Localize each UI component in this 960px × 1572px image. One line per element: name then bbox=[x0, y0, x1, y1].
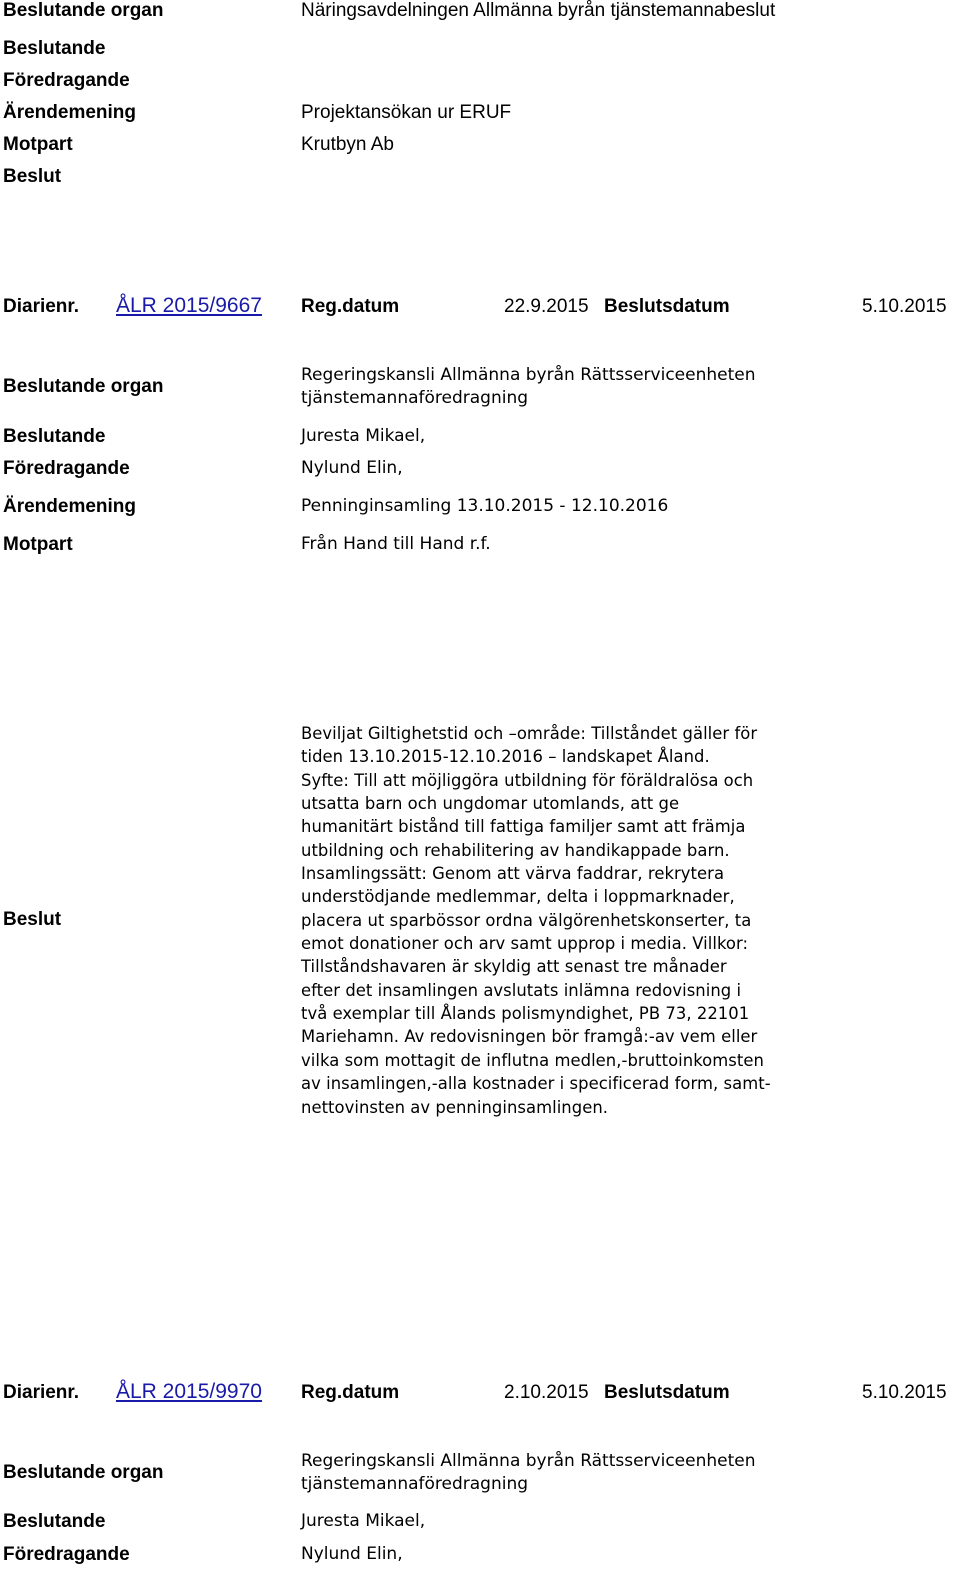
beslut-text-line: emot donationer och arv samt upprop i media. Villkor: bbox=[301, 934, 749, 954]
beslut-text-line: Mariehamn. Av redovisningen bör framgå:-av vem eller bbox=[301, 1027, 758, 1047]
beslutande-organ-label: Beslutande organ bbox=[3, 0, 164, 21]
arendemening-value: Penninginsamling 13.10.2015 - 12.10.2016 bbox=[301, 496, 669, 516]
diarienr-link[interactable]: ÅLR 2015/9970 bbox=[116, 1380, 262, 1403]
beslutsdatum-value: 5.10.2015 bbox=[862, 1382, 947, 1403]
beslutsdatum-value: 5.10.2015 bbox=[862, 296, 947, 317]
foredragande-label: Föredragande bbox=[3, 70, 130, 91]
beslutande-organ-value: Näringsavdelningen Allmänna byrån tjänstemannabeslut bbox=[301, 0, 776, 21]
foredragande-label: Föredragande bbox=[3, 1544, 130, 1565]
beslutande-label: Beslutande bbox=[3, 38, 106, 59]
beslut-text-line: två exemplar till Ålands polismyndighet, PB 73, 22101 bbox=[301, 1004, 750, 1024]
beslut-text-line: utsatta barn och ungdomar utomlands, att ge bbox=[301, 794, 680, 814]
beslut-text bbox=[301, 722, 821, 1119]
motpart-label: Motpart bbox=[3, 134, 73, 155]
arendemening-label: Ärendemening bbox=[3, 102, 137, 123]
beslut-text-line: nettovinsten av penninginsamlingen. bbox=[301, 1097, 609, 1117]
beslut-text-line: humanitärt bistånd till fattiga familjer samt att främja bbox=[301, 817, 746, 837]
beslut-label: Beslut bbox=[3, 166, 62, 187]
beslutsdatum-label: Beslutsdatum bbox=[604, 1382, 730, 1403]
beslut-text-line: Tillståndshavaren är skyldig att senast tre månader bbox=[301, 957, 727, 977]
arendemening-value: Projektansökan ur ERUF bbox=[301, 102, 512, 123]
beslutande-organ-value-cont: tjänstemannaföredragning bbox=[301, 388, 529, 408]
beslut-text-line: vilka som mottagit de influtna medlen,-bruttoinkomsten bbox=[301, 1050, 764, 1070]
diarienr-label: Diarienr. bbox=[3, 296, 80, 317]
beslut-text-line: efter det insamlingen avslutats inlämna redovisning i bbox=[301, 980, 742, 1000]
foredragande-label: Föredragande bbox=[3, 458, 130, 479]
beslutande-organ-label: Beslutande organ bbox=[3, 1462, 164, 1483]
beslut-text-line: Insamlingssätt: Genom att värva faddrar, rekrytera bbox=[301, 864, 725, 884]
beslutande-organ-value: Regeringskansli Allmänna byrån Rättsserviceenheten bbox=[301, 365, 756, 385]
beslut-label: Beslut bbox=[3, 909, 62, 930]
foredragande-value: Nylund Elin, bbox=[301, 1544, 403, 1564]
diarienr-label: Diarienr. bbox=[3, 1382, 80, 1403]
motpart-value: Från Hand till Hand r.f. bbox=[301, 534, 491, 554]
beslutande-organ-value: Regeringskansli Allmänna byrån Rättsserviceenheten bbox=[301, 1451, 756, 1471]
arendemening-label: Ärendemening bbox=[3, 496, 137, 517]
beslut-text-line: Syfte: Till att möjliggöra utbildning för föräldralösa och bbox=[301, 770, 754, 790]
beslutande-value: Juresta Mikael, bbox=[301, 1511, 426, 1531]
beslutande-value: Juresta Mikael, bbox=[301, 426, 426, 446]
foredragande-value: Nylund Elin, bbox=[301, 458, 403, 478]
beslutande-organ-value-cont: tjänstemannaföredragning bbox=[301, 1474, 529, 1494]
beslut-text-line: placera ut sparbössor ordna välgörenhetskonserter, ta bbox=[301, 910, 752, 930]
beslut-text-line: av insamlingen,-alla kostnader i specificerad form, samt- bbox=[301, 1074, 771, 1094]
beslut-text-line: utbildning och rehabilitering av handikappade barn. bbox=[301, 840, 730, 860]
beslut-text-line: Beviljat Giltighetstid och –område: Tillståndet gäller för bbox=[301, 724, 758, 743]
beslutande-label: Beslutande bbox=[3, 426, 106, 447]
motpart-value: Krutbyn Ab bbox=[301, 134, 394, 155]
regdatum-value: 22.9.2015 bbox=[504, 296, 589, 317]
diarienr-link[interactable]: ÅLR 2015/9667 bbox=[116, 294, 262, 317]
beslutande-label: Beslutande bbox=[3, 1511, 106, 1532]
beslutande-organ-label: Beslutande organ bbox=[3, 376, 164, 397]
motpart-label: Motpart bbox=[3, 534, 73, 555]
beslutsdatum-label: Beslutsdatum bbox=[604, 296, 730, 317]
regdatum-label: Reg.datum bbox=[301, 296, 400, 317]
regdatum-label: Reg.datum bbox=[301, 1382, 400, 1403]
beslut-text-line: tiden 13.10.2015-12.10.2016 – landskapet Åland. bbox=[301, 747, 710, 767]
beslut-text-line: understödjande medlemmar, delta i loppmarknader, bbox=[301, 887, 735, 907]
regdatum-value: 2.10.2015 bbox=[504, 1382, 589, 1403]
